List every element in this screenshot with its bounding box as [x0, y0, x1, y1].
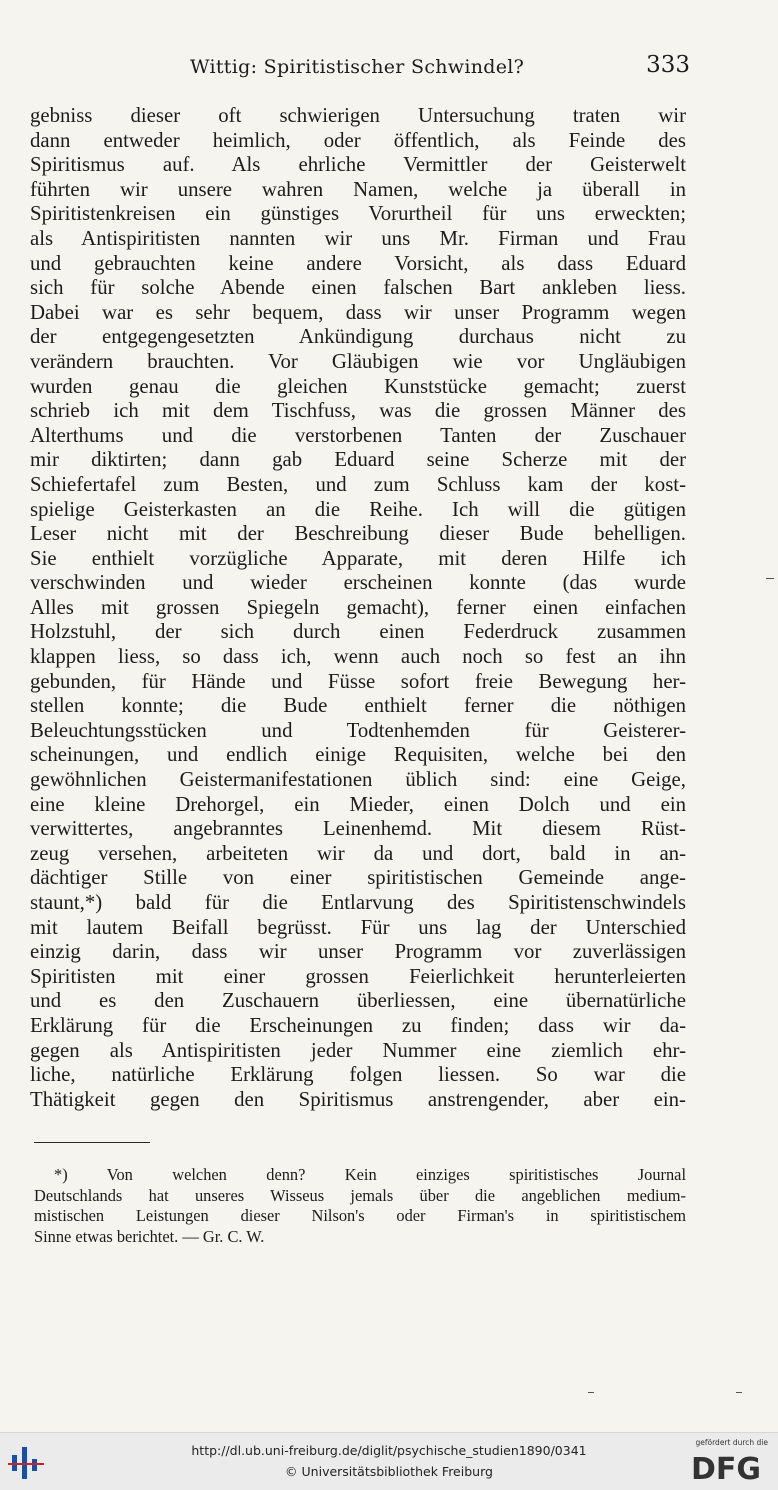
running-head	[30, 52, 690, 84]
text-line: Sie enthielt vorzügliche Apparate, mit deren Hilfe ich	[30, 546, 686, 570]
text-line: gewöhnlichen Geistermanifestationen üblich sind: eine Geige,	[30, 768, 686, 792]
text-line: mir diktirten; dann gab Eduard seine Scherze mit der	[30, 448, 686, 472]
viewer-footer	[0, 1432, 778, 1490]
text-line: Leser nicht mit der Beschreibung dieser Bude behelligen.	[30, 522, 686, 546]
text-line: Alles mit grossen Spiegeln gemacht), ferner einen einfachen	[30, 595, 686, 619]
margin-mark	[766, 578, 774, 579]
footnote-rule	[34, 1142, 150, 1143]
text-line: und es den Zuschauern überliessen, eine übernatürliche	[30, 989, 686, 1013]
text-line: Spiritistenkreisen ein günstiges Vorurtheil für uns erweckten;	[30, 202, 686, 226]
margin-mark	[736, 1392, 742, 1393]
text-line: verändern brauchten. Vor Gläubigen wie vor Ungläubigen	[30, 349, 686, 373]
text-line: führten wir unsere wahren Namen, welche ja überall in	[30, 177, 686, 201]
text-line: Holzstuhl, der sich durch einen Federdruck zusammen	[30, 620, 686, 644]
text-line: als Antispiritisten nannten wir uns Mr. Firman und Frau	[30, 226, 686, 250]
text-line: Spiritismus auf. Als ehrliche Vermittler der Geisterwelt	[30, 153, 686, 177]
text-line: verwittertes, angebranntes Leinenhemd. Mit diesem Rüst-	[30, 817, 686, 841]
text-line: sich für solche Abende einen falschen Bart ankleben liess.	[30, 276, 686, 300]
text-line: zeug versehen, arbeiteten wir da und dort, bald in an-	[30, 841, 686, 865]
page-number: 333	[646, 52, 690, 78]
text-line: einzig darin, dass wir unser Programm vor zuverlässigen	[30, 940, 686, 964]
margin-mark	[588, 1392, 594, 1393]
dfg-logo	[684, 1448, 768, 1484]
footnote-line: Sinne etwas berichtet. — Gr. C. W.	[34, 1226, 265, 1246]
svg-text:DFG: DFG	[690, 1452, 762, 1484]
footnote-line: mistischen Leistungen dieser Nilson's oder Firman's in spiritistischem	[34, 1206, 686, 1226]
text-line: wurden genau die gleichen Kunststücke gemacht; zuerst	[30, 374, 686, 398]
footnote-line: *) Von welchen denn? Kein einziges spiritistisches Journal	[54, 1165, 686, 1184]
text-line: liche, natürliche Erklärung folgen liessen. So war die	[30, 1063, 686, 1087]
text-line: verschwinden und wieder erscheinen konnte (das wurde	[30, 571, 686, 595]
text-line: Alterthums und die verstorbenen Tanten der Zuschauer	[30, 423, 686, 447]
text-line: schrieb ich mit dem Tischfuss, was die grossen Männer des	[30, 399, 686, 423]
text-line: klappen liess, so dass ich, wenn auch noch so fest an ihn	[30, 645, 686, 669]
text-line: gebunden, für Hände und Füsse sofort freie Bewegung her-	[30, 669, 686, 693]
copyright-notice: © Universitätsbibliothek Freiburg	[285, 1464, 493, 1479]
text-line: Dabei war es sehr bequem, dass wir unser Programm wegen	[30, 300, 686, 324]
document-url[interactable]: http://dl.ub.uni-freiburg.de/diglit/psychische_studien1890/0341	[191, 1443, 587, 1458]
text-line: Spiritisten mit einer grossen Feierlichkeit herunterleierten	[30, 964, 686, 988]
text-line: und gebrauchten keine andere Vorsicht, als dass Eduard	[30, 251, 686, 275]
text-line: stellen konnte; die Bude enthielt ferner die nöthigen	[30, 694, 686, 718]
footnote-line: Deutschlands hat unseres Wisseus jemals über die angeblichen medium-	[34, 1185, 686, 1205]
footnote	[34, 1165, 686, 1247]
dfg-funding-badge[interactable]	[684, 1438, 768, 1486]
text-line: Erklärung für die Erscheinungen zu finden; dass wir da-	[30, 1013, 686, 1037]
text-line: staunt,*) bald für die Entlarvung des Spiritistenschwindels	[30, 891, 686, 914]
text-line: gegen als Antispiritisten jeder Nummer eine ziemlich ehr-	[30, 1038, 686, 1062]
text-line: scheinungen, und endlich einige Requisiten, welche bei den	[30, 743, 686, 767]
text-line: eine kleine Drehorgel, ein Mieder, einen Dolch und ein	[30, 792, 686, 816]
running-title: Wittig: Spiritistischer Schwindel?	[190, 56, 525, 78]
text-line: Schiefertafel zum Besten, und zum Schluss kam der kost-	[30, 472, 686, 496]
text-line: gebniss dieser oft schwierigen Untersuchung traten wir	[30, 104, 686, 127]
body-text	[30, 104, 686, 1112]
funding-text: gefördert durch die	[695, 1438, 768, 1447]
text-line: Thätigkeit gegen den Spiritismus anstrengender, aber ein-	[30, 1087, 686, 1111]
text-line: spielige Geisterkasten an die Reihe. Ich will die gütigen	[30, 497, 686, 521]
text-line: dann entweder heimlich, oder öffentlich, als Feinde des	[30, 128, 686, 152]
text-line: mit lautem Beifall begrüsst. Für uns lag der Unterschied	[30, 915, 686, 939]
text-line: der entgegengesetzten Ankündigung durchaus nicht zu	[30, 325, 686, 349]
text-line: Beleuchtungsstücken und Todtenhemden für Geisterer-	[30, 718, 686, 742]
text-line: dächtiger Stille von einer spiritistischen Gemeinde ange-	[30, 866, 686, 890]
